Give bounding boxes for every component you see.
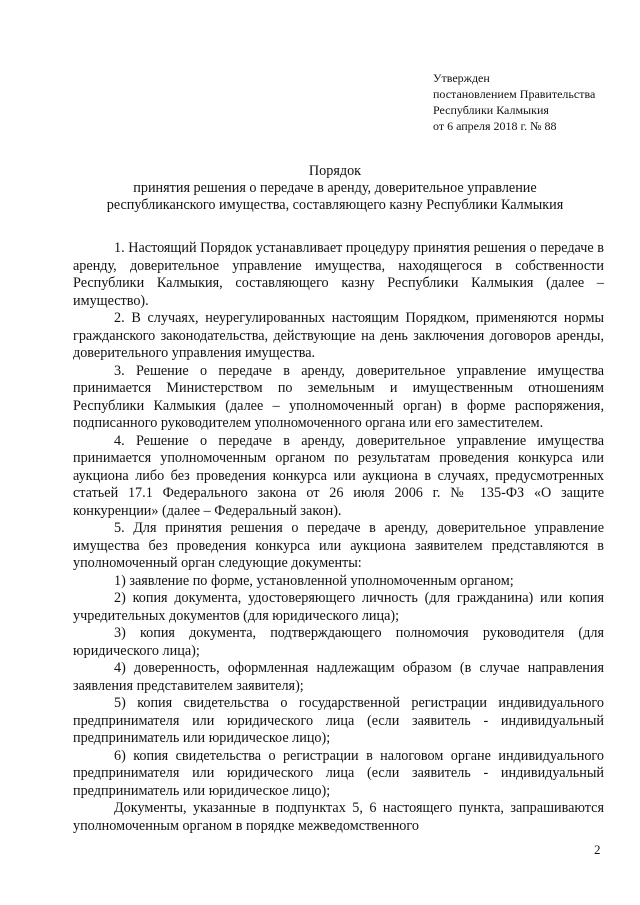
paragraph: 2) копия документа, удостоверяющего личность (для гражданина) или копия учредительных документов (для юридического лица); xyxy=(73,590,604,624)
paragraph: 1) заявление по форме, установленной уполномоченным органом; xyxy=(114,572,514,589)
paragraph: 1. Настоящий Порядок устанавливает процедуру принятия решения о передаче в аренду, доверительное управление имущества, находящегося в собственности Республики Калмыкия, составляющего казну Республики Калмыкия (далее – имущество). xyxy=(73,240,604,309)
title-heading: Порядок xyxy=(308,163,362,179)
approval-line: Утвержден xyxy=(433,71,490,85)
approval-stamp xyxy=(433,70,595,134)
paragraph: 3) копия документа, подтверждающего полномочия руководителя (для юридического лица); xyxy=(73,625,604,659)
document-body xyxy=(73,240,604,835)
page-number: 2 xyxy=(594,842,601,857)
paragraph: 4. Решение о передаче в аренду, доверительное управление имущества принимается уполномоченным органом по результатам проведения конкурса или аукциона либо без проведения конкурса или аукциона в случаях, предусмотренных статьей 17.1 Федерального закона от 26 июля 2006 г. № 135-ФЗ «О защите конкуренции» (далее – Федеральный закон). xyxy=(73,432,604,519)
title-line: принятия решения о передаче в аренду, доверительное управление xyxy=(133,180,537,196)
approval-line: Республики Калмыкия xyxy=(433,103,549,117)
paragraph: Документы, указанные в подпунктах 5, 6 настоящего пункта, запрашиваются уполномоченным органом в порядке межведомственного xyxy=(73,800,604,834)
paragraph: 2. В случаях, неурегулированных настоящим Порядком, применяются нормы гражданского законодательства, действующие на день заключения договоров аренды, доверительного управления имущества. xyxy=(73,310,604,361)
approval-line: постановлением Правительства xyxy=(433,87,596,101)
paragraph: 4) доверенность, оформленная надлежащим образом (в случае направления заявления представителем заявителя); xyxy=(73,660,604,694)
title-line: республиканского имущества, составляющего казну Республики Калмыкия xyxy=(106,197,564,213)
document-title xyxy=(60,163,610,214)
approval-line: от 6 апреля 2018 г. № 88 xyxy=(433,119,557,133)
paragraph: 5. Для принятия решения о передаче в аренду, доверительное управление имущества без проведения конкурса или аукциона заявителем представляются в уполномоченный орган следующие документы: xyxy=(73,520,604,571)
paragraph: 3. Решение о передаче в аренду, доверительное управление имущества принимается Министерством по земельным и имущественным отношениям Республики Калмыкия (далее – уполномоченный орган) в форме распоряжения, подписанного руководителем уполномоченного органа или его заместителем. xyxy=(73,362,604,431)
paragraph: 6) копия свидетельства о регистрации в налоговом органе индивидуального предпринимателя или юридического лица (если заявитель - индивидуальный предприниматель или юридическое лицо); xyxy=(73,747,604,799)
paragraph: 5) копия свидетельства о государственной регистрации индивидуального предпринимателя или юридического лица (если заявитель - индивидуальный предприниматель или юридическое лицо); xyxy=(73,695,604,746)
